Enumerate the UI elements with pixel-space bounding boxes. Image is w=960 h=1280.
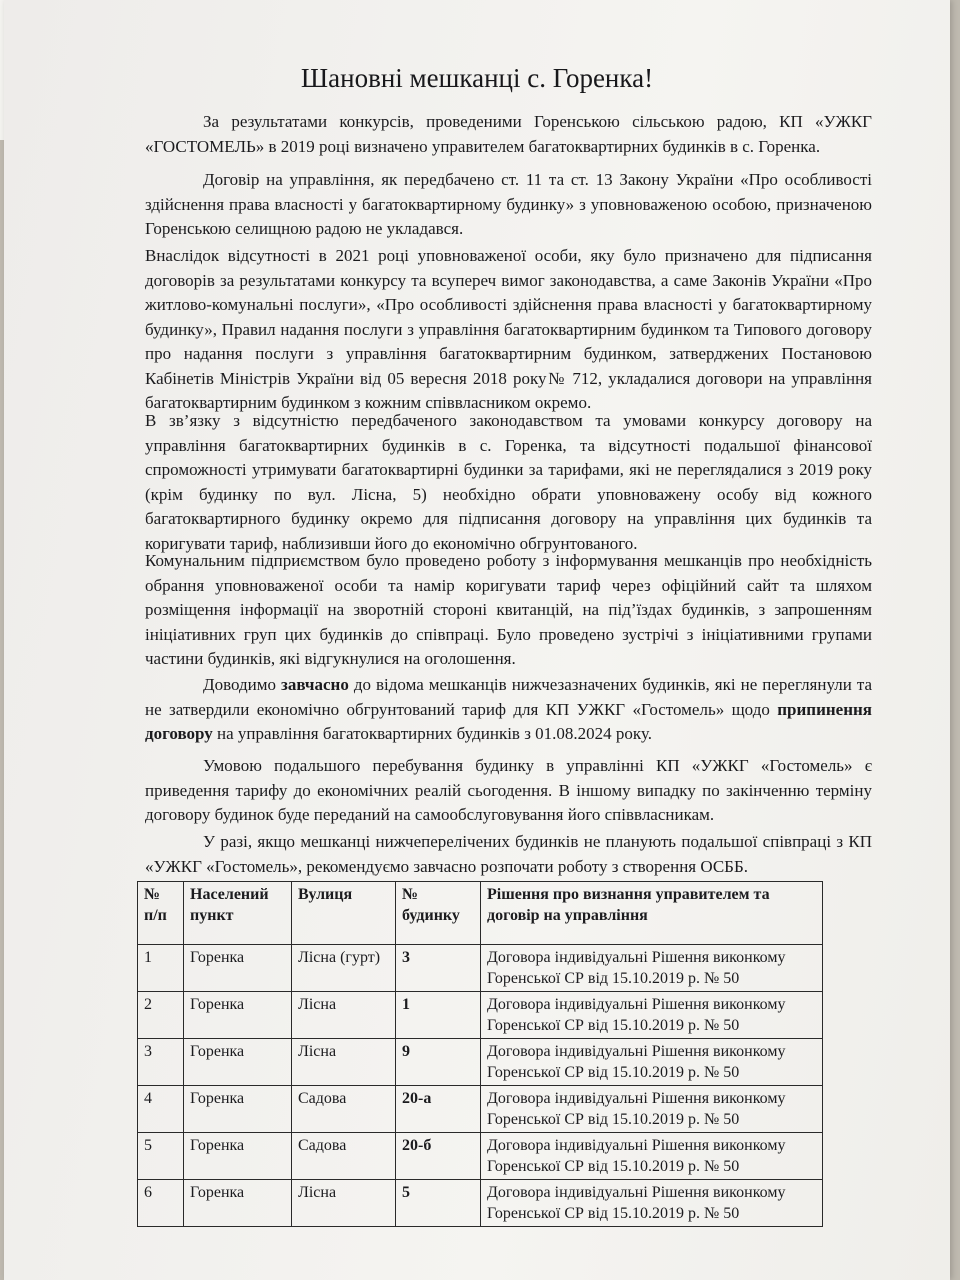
header-house-number: № будинку [396, 882, 481, 945]
table-row [138, 1039, 823, 1086]
cell-decision: Договора індивідуальні Рішення виконкому Горенської СР від 15.10.2019 р. № 50 [481, 1086, 823, 1133]
cell-street: Садова [292, 1086, 396, 1133]
termination-emphasis-advance: завчасно [281, 675, 349, 694]
letter-title: Шановні мешканці с. Горенка! [300, 63, 654, 93]
cell-street: Садова [292, 1133, 396, 1180]
paragraph-informing-residents: Комунальним підприємством було проведено роботу з інформування мешканців про необхідність обрання уповноваженої особи та намір коригувати тариф через офіційний сайт та шляхом розміщення інформації на зворотній стороні квитанцій, на під’їздах будинків, з запрошенням ініціативних груп цих будинків до співпраці. Було проведено зустрічі з ініціативними групами частини будинків, які відгукнулися на оголошення. [145, 551, 872, 668]
table-row [138, 945, 823, 992]
paragraph-contest-results: За результатами конкурсів, проведеними Горенською сільською радою, КП «УЖКГ «ГОСТОМЕЛЬ» в 2019 році визначено управителем багатоквартирних будинків в с. Горенка. [145, 112, 872, 156]
header-street: Вулиця [292, 882, 396, 945]
letter-page [4, 0, 950, 1280]
cell-settlement: Горенка [184, 992, 292, 1039]
header-decision: Рішення про визнання управителем та договір на управління [481, 882, 823, 945]
cell-number: 4 [138, 1086, 184, 1133]
paragraph-management-contract: Договір на управління, як передбачено ст. 11 та ст. 13 Закону України «Про особливості здійснення права власності у багатоквартирному будинку» з уповноваженою особою, призначеною Горенською селищною радою не укладався. [145, 170, 872, 238]
table-header-row [138, 882, 823, 945]
cell-settlement: Горенка [184, 1133, 292, 1180]
cell-street: Лісна [292, 1039, 396, 1086]
cell-decision: Договора індивідуальні Рішення виконкому Горенської СР від 15.10.2019 р. № 50 [481, 1133, 823, 1180]
paragraph-tariff-situation: В зв’язку з відсутністю передбаченого законодавством та умовами конкурсу договору на управління багатоквартирних будинків в с. Горенка, та відсутності подальшої фінансової спроможності утримувати багатоквартирні будинки за тарифами, які не переглядалися з 2019 року (крім будинку по вул. Лісна, 5) необхідно обрати уповноважену особу від кожного багатоквартирного будинку окремо для підписання договору на управління цих будинків та коригувати тариф, наблизивши його до економічно обгрунтованого. [145, 411, 872, 553]
paragraph-osbb-recommendation: У разі, якщо мешканці нижчеперелічених будинків не планують подальшої співпраці з КП «УЖКГ «Гостомель», рекомендуємо завчасно розпочати роботу з створення ОСББ. [145, 832, 872, 876]
table-row [138, 1180, 823, 1227]
header-number: № п/п [138, 882, 184, 945]
cell-settlement: Горенка [184, 1180, 292, 1227]
cell-decision: Договора індивідуальні Рішення виконкому Горенської СР від 15.10.2019 р. № 50 [481, 1039, 823, 1086]
paragraph-absence-of-representative: Внаслідок відсутності в 2021 році уповноваженої особи, яку було призначено для підписання договорів за результатами конкурсу та всупереч вимог законодавства, а саме Законів України «Про житлово-комунальні послуги», «Про особливості здійснення права власності у багатоквартирному будинку», Правил надання послуги з управління багатоквартирним будинком та Типового договору про надання послуги з управління багатоквартирним будинком, затверджених Постановою Кабінетів Міністрів України від 05 вересня 2018 року№ 712, укладалися договори на управління багатоквартирним будинком з кожним співвласником окремо. [145, 246, 872, 412]
termination-text-a: Доводимо [203, 675, 282, 694]
cell-street: Лісна (гурт) [292, 945, 396, 992]
cell-settlement: Горенка [184, 1039, 292, 1086]
cell-house-number: 20-а [396, 1086, 481, 1133]
termination-text-c: до відома мешканців нижчезазначених будинків, які не переглянули та не затвердили економічно обгрунтований тариф для КП УЖКГ «Гостомель» щодо [145, 675, 872, 719]
cell-settlement: Горенка [184, 1086, 292, 1133]
cell-decision: Договора індивідуальні Рішення виконкому Горенської СР від 15.10.2019 р. № 50 [481, 1180, 823, 1227]
table-row [138, 1133, 823, 1180]
cell-house-number: 1 [396, 992, 481, 1039]
cell-number: 5 [138, 1133, 184, 1180]
paragraph-termination-notice [145, 673, 872, 747]
cell-street: Лісна [292, 1180, 396, 1227]
table-row [138, 992, 823, 1039]
cell-settlement: Горенка [184, 945, 292, 992]
cell-house-number: 3 [396, 945, 481, 992]
table-row [138, 1086, 823, 1133]
cell-number: 2 [138, 992, 184, 1039]
cell-house-number: 9 [396, 1039, 481, 1086]
houses-table [137, 881, 823, 1227]
cell-street: Лісна [292, 992, 396, 1039]
header-settlement: Населений пункт [184, 882, 292, 945]
cell-house-number: 5 [396, 1180, 481, 1227]
cell-number: 3 [138, 1039, 184, 1086]
termination-emphasis-contract: припинення договору [145, 699, 872, 743]
cell-decision: Договора індивідуальні Рішення виконкому Горенської СР від 15.10.2019 р. № 50 [481, 992, 823, 1039]
cell-number: 6 [138, 1180, 184, 1227]
cell-decision: Договора індивідуальні Рішення виконкому Горенської СР від 15.10.2019 р. № 50 [481, 945, 823, 992]
termination-text-e: на управління багатоквартирних будинків з 01.08.2024 року. [212, 724, 652, 743]
paragraph-condition: Умовою подальшого перебування будинку в управлінні КП «УЖКГ «Гостомель» є приведення тарифу до економічних реалій сьогодення. В іншому випадку по закінченню терміну договору будинок буде переданий на самообслуговування його співвласникам. [145, 756, 872, 824]
cell-number: 1 [138, 945, 184, 992]
cell-house-number: 20-б [396, 1133, 481, 1180]
